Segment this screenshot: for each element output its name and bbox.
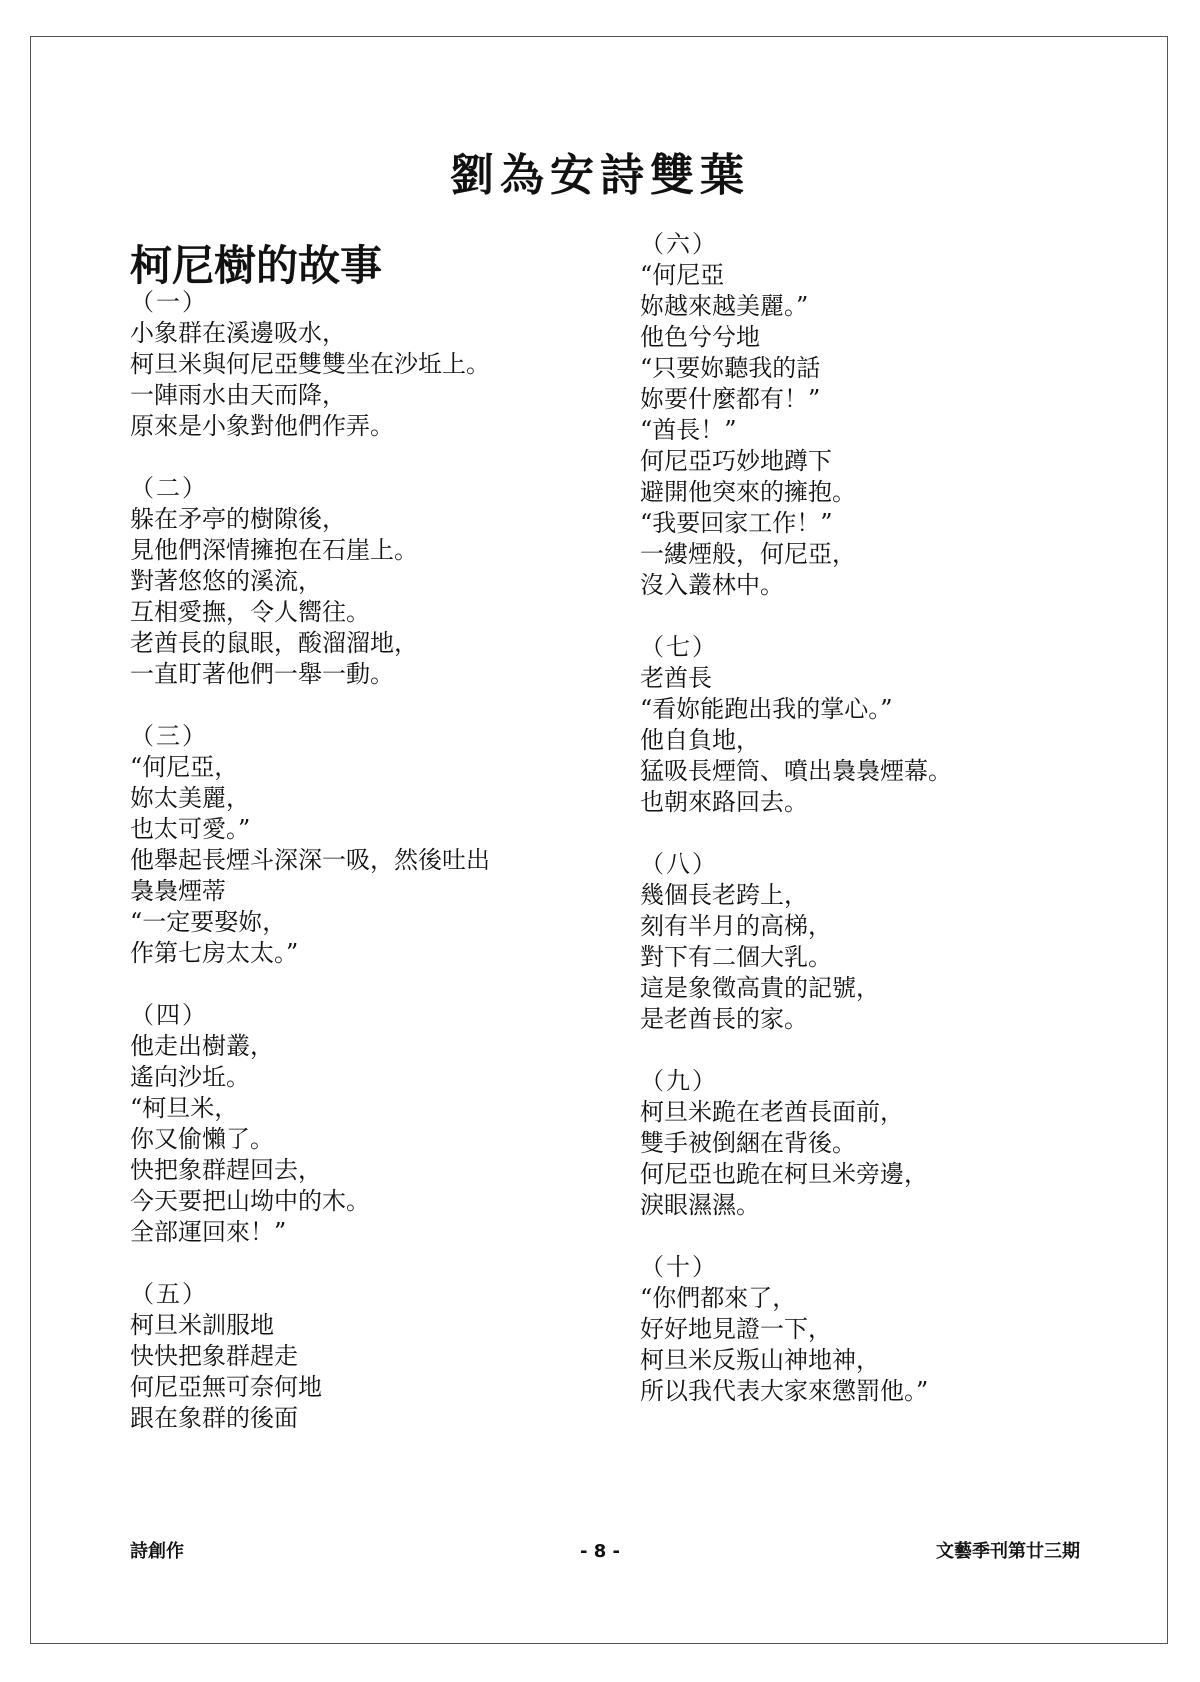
poem-line: 一直盯著他們一舉一動。 xyxy=(130,660,394,688)
poem-line: 你又偷懶了。 xyxy=(130,1125,274,1153)
poem-line: 他舉起長煙斗深深一吸，然後吐出 xyxy=(130,846,490,874)
poem-line: 刻有半月的高梯， xyxy=(640,912,832,940)
poem-line: 好好地見證一下， xyxy=(640,1315,832,1343)
poem-line: “只要妳聽我的話 xyxy=(640,354,821,382)
poem-line: 裊裊煙蒂 xyxy=(130,877,226,905)
stanza-heading: （七） xyxy=(640,633,718,661)
poem-line: “我要回家工作！” xyxy=(640,509,833,537)
poem-line: 妳要什麼都有！” xyxy=(640,385,821,413)
poem-line: 柯旦米與何尼亞雙雙坐在沙坵上。 xyxy=(130,350,490,378)
poem-line: 他走出樹叢， xyxy=(130,1032,274,1060)
poem-line: 也太可愛。” xyxy=(130,815,251,843)
poem-line: 沒入叢林中。 xyxy=(640,571,784,599)
poem-line: 老酋長的鼠眼，酸溜溜地， xyxy=(130,629,418,657)
poem-line: 妳越來越美麗。” xyxy=(640,292,809,320)
poem-line: 一縷煙般，何尼亞， xyxy=(640,540,856,568)
poem-line: 今天要把山坳中的木。 xyxy=(130,1187,370,1215)
poem-line: 猛吸長煙筒、噴出裊裊煙幕。 xyxy=(640,757,952,785)
poem-title: 柯尼樹的故事 xyxy=(130,241,383,290)
poem-line: “看妳能跑出我的掌心。” xyxy=(640,695,893,723)
poem-line: 妳太美麗， xyxy=(130,784,250,812)
poem-line: 互相愛撫，令人嚮往。 xyxy=(130,598,370,626)
poem-line: 這是象徵高貴的記號， xyxy=(640,974,880,1002)
stanza-heading: （三） xyxy=(130,722,208,750)
poem-line: “何尼亞， xyxy=(130,753,239,781)
poem-line: 避開他突來的擁抱。 xyxy=(640,478,856,506)
poem-line: 老酋長 xyxy=(640,664,712,692)
stanza-heading: （八） xyxy=(640,850,718,878)
poem-line: 快快把象群趕走 xyxy=(130,1342,298,1370)
poem-line: 何尼亞也跪在柯旦米旁邊， xyxy=(640,1160,928,1188)
stanza-heading: （一） xyxy=(130,288,208,316)
poem-line: “酋長！” xyxy=(640,416,737,444)
footer-page-number: - 8 - xyxy=(580,1541,620,1562)
poem-line: 作第七房太太。” xyxy=(130,939,299,967)
poem-line: 何尼亞無可奈何地 xyxy=(130,1373,322,1401)
page-title: 劉為安詩雙葉 xyxy=(450,150,750,201)
poem-line: 見他們深情擁抱在石崖上。 xyxy=(130,536,418,564)
poem-line: 也朝來路回去。 xyxy=(640,788,808,816)
poem-line: 他自負地， xyxy=(640,726,760,754)
stanza-heading: （六） xyxy=(640,230,718,258)
poem-line: 是老酋長的家。 xyxy=(640,1005,808,1033)
stanza-heading: （五） xyxy=(130,1280,208,1308)
stanza-heading: （九） xyxy=(640,1067,718,1095)
poem-line: “何尼亞 xyxy=(640,261,725,289)
poem-line: “你們都來了， xyxy=(640,1284,797,1312)
poem-line: 他色兮兮地 xyxy=(640,323,760,351)
poem-line: 快把象群趕回去， xyxy=(130,1156,322,1184)
poem-line: 遙向沙坵。 xyxy=(130,1063,250,1091)
poem-line: 對著悠悠的溪流， xyxy=(130,567,322,595)
footer-section-label: 詩創作 xyxy=(130,1541,184,1562)
stanza-heading: （四） xyxy=(130,1001,208,1029)
poem-line: 雙手被倒綑在背後。 xyxy=(640,1129,856,1157)
poem-line: 淚眼濕濕。 xyxy=(640,1191,760,1219)
poem-line: 幾個長老跨上， xyxy=(640,881,808,909)
poem-line: 一陣雨水由天而降， xyxy=(130,381,346,409)
poem-line: 全部運回來！” xyxy=(130,1218,287,1246)
stanza-heading: （二） xyxy=(130,474,208,502)
poem-line: 柯旦米跪在老酋長面前， xyxy=(640,1098,904,1126)
poem-line: 原來是小象對他們作弄。 xyxy=(130,412,394,440)
poem-line: 對下有二個大乳。 xyxy=(640,943,832,971)
poem-line: 柯旦米訓服地 xyxy=(130,1311,274,1339)
poem-line: 小象群在溪邊吸水， xyxy=(130,319,346,347)
poem-line: 何尼亞巧妙地蹲下 xyxy=(640,447,832,475)
poem-line: “一定要娶妳， xyxy=(130,908,287,936)
poem-line: 所以我代表大家來懲罰他。” xyxy=(640,1377,929,1405)
poem-line: “柯旦米， xyxy=(130,1094,239,1122)
footer-publication: 文藝季刊第廿三期 xyxy=(936,1541,1080,1562)
stanza-heading: （十） xyxy=(640,1253,718,1281)
poem-line: 柯旦米反叛山神地神， xyxy=(640,1346,880,1374)
poem-line: 躲在矛亭的樹隙後， xyxy=(130,505,346,533)
poem-line: 跟在象群的後面 xyxy=(130,1404,298,1432)
